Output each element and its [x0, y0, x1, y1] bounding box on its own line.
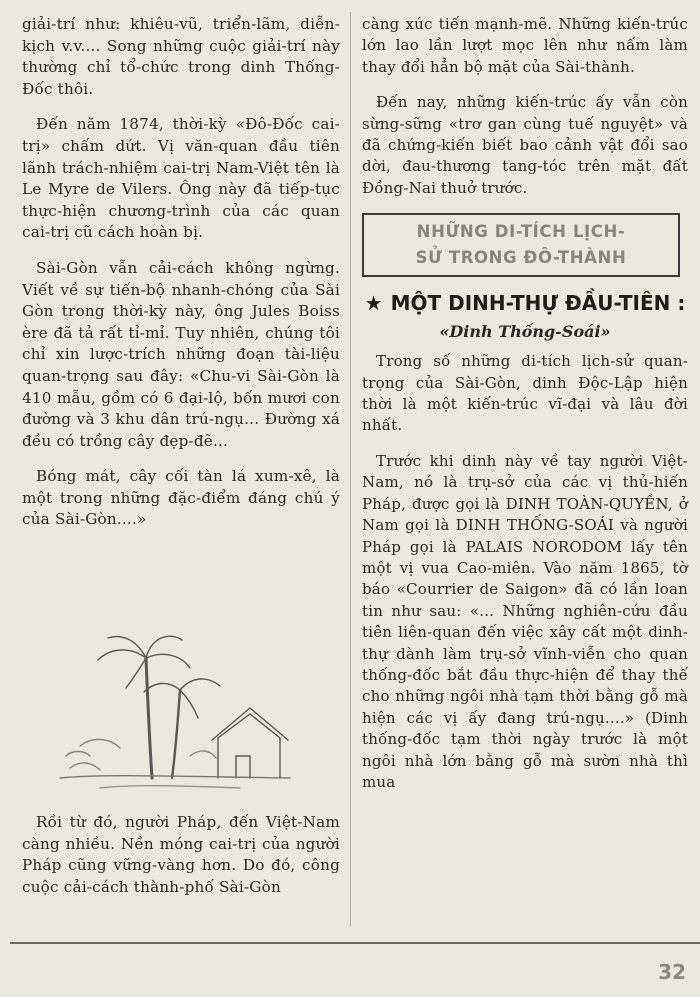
box-title-line-1: NHỮNG DI-TÍCH LỊCH-: [416, 222, 626, 242]
right-paragraph-3: Trong số những di-tích lịch-sử quan-trọng của Sài-Gòn, dinh Độc-Lập hiện thời là một kiến-trúc vĩ-đại và lâu đời nhất.: [362, 352, 688, 435]
right-paragraph-4: Trước khi dinh này về tay người Việt-Nam, nó là trụ-sở của các vị thủ-hiến Pháp, được gọi là DINH TOÀN-QUYỀN, ở Nam gọi là DINH THỐNG-SOÁI và người Pháp gọi là PALAIS NORODOM lấy tên một vị vua Cao-miên. Vào năm 1865, tờ báo «Courrier de Saigon» đã có lần loan tin như sau: «... Những nghiên-cứu đầu tiên liên-quan đến việc xây cất một dinh-thự dành làm trụ-sở vĩnh-viễn cho quan thống-đốc bắt đầu thực-hiện để thay thế cho những ngôi nhà tạm thời bằng gỗ mà hiện các vị ấy đang trú-ngụ....» (Dinh thống-đốc tạm thời ngày trước là một ngôi nhà lớn bằng gỗ mà sườn nhà thì mua: [362, 451, 688, 791]
section-subheading: «Dinh Thống-Soái»: [439, 322, 611, 342]
left-paragraph-2: Đến năm 1874, thời-kỳ «Đô-Đốc cai-trị» chấm dứt. Vị văn-quan đầu tiên lãnh trách-nhiệm cai-trị Nam-Việt tên là Le Myre de Vilers. Ông này đã tiếp-tục thực-hiện chương-trình của các quan cai-trị cũ cách hoàn bị.: [22, 115, 340, 242]
left-paragraph-1: giải-trí như: khiêu-vũ, triển-lãm, diễn-kịch v.v.... Song những cuộc giải-trí này thường chỉ tổ-chức trong dinh Thống-Đốc thôi.: [22, 15, 340, 98]
left-paragraph-3: Sài-Gòn vẫn cải-cách không ngừng. Viết về sự tiến-bộ nhanh-chóng của Sài Gòn trong thời-kỳ này, ông Jules Boiss ère đã tả rất tỉ-mỉ. Tuy nhiên, chúng tôi chỉ xin lược-trích những đoạn tài-liệu quan-trọng sau đây: «Chu-vi Sài-Gòn là 410 mẫu, gồm có 6 đại-lộ, bốn mươi con đường và 3 khu dân trú-ngụ... Đường xá đều có trồng cây đẹp-đẽ...: [22, 258, 340, 450]
left-column: [22, 14, 340, 545]
page-number: 32: [658, 960, 686, 984]
box-title-line-2: SỬ TRONG ĐÔ-THÀNH: [415, 248, 627, 268]
footer-rule: [10, 942, 700, 944]
right-column: [362, 14, 688, 807]
left-paragraph-5: Rồi từ đó, người Pháp, đến Việt-Nam càng nhiều. Nền móng cai-trị của người Pháp cũng vững-vàng hơn. Do đó, công cuộc cải-cách thành-phố Sài-Gòn: [22, 813, 340, 896]
section-heading: [362, 291, 688, 316]
palm-tree-sketch-illustration: [40, 628, 300, 798]
right-paragraph-2: Đến nay, những kiến-trúc ấy vẫn còn sừng-sững «trơ gan cùng tuế nguyệt» và đã chứng-kiến biết bao cảnh vật đổi sao dời, đau-thương tang-tóc trên mặt đất Đồng-Nai thuở trước.: [362, 93, 688, 197]
section-heading-text: MỘT DINH-THỰ ĐẦU-TIÊN :: [390, 291, 686, 316]
right-paragraph-1: càng xúc tiến mạnh-mẽ. Những kiến-trúc lớn lao lần lượt mọc lên như nấm làm thay đổi hẳn bộ mặt của Sài-thành.: [362, 15, 688, 76]
left-bottom-text: [22, 812, 340, 912]
star-icon: ★: [364, 291, 383, 316]
column-divider: [350, 12, 351, 927]
section-box-title: [362, 213, 680, 277]
left-paragraph-4: Bóng mát, cây cối tàn lá xum-xê, là một trong những đặc-điểm đáng chú ý của Sài-Gòn....»: [22, 467, 340, 529]
